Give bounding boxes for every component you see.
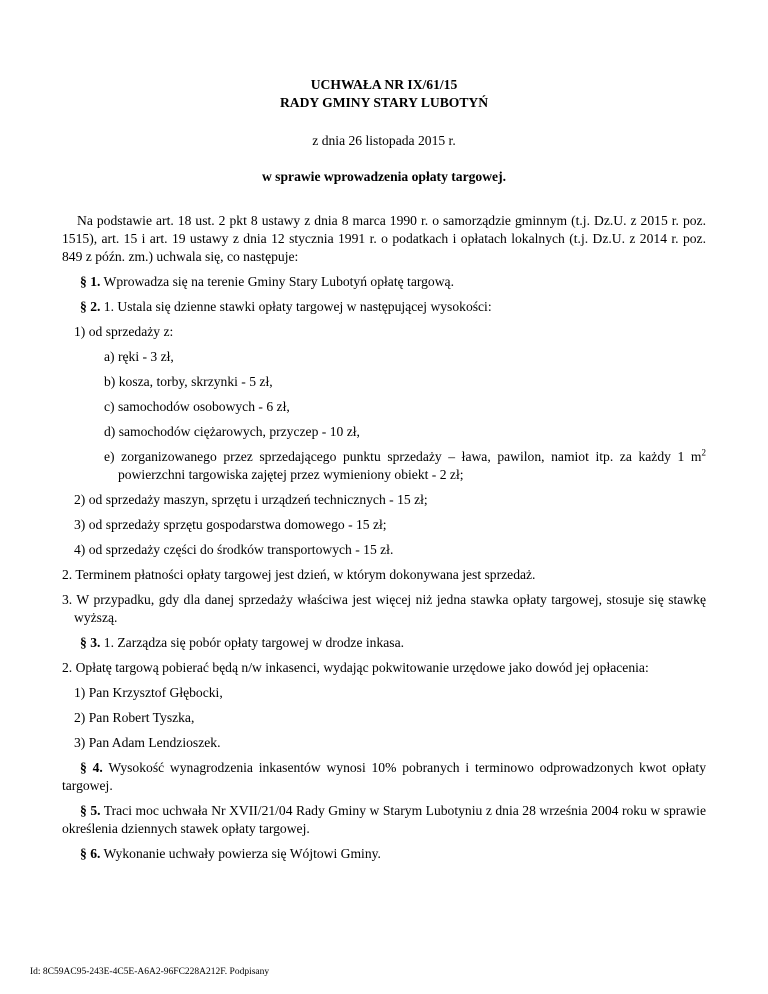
sub-item-d: d) samochodów ciężarowych, przyczep - 10 zł, bbox=[104, 424, 360, 439]
square-superscript: 2 bbox=[701, 447, 706, 458]
list-item: 3) od sprzedaży sprzętu gospodarstwa domowego - 15 zł; bbox=[74, 517, 387, 532]
section-1-mark: § 1. bbox=[80, 274, 101, 289]
section-4-text: Wysokość wynagrodzenia inkasentów wynosi 10% pobranych i terminowo odprowadzonych kwot opłaty targowej. bbox=[62, 760, 706, 793]
collector-item: 1) Pan Krzysztof Głębocki, bbox=[74, 685, 223, 700]
sub-item-e-text: e) zorganizowanego przez sprzedającego punktu sprzedaży – ława, pawilon, namiot itp. za każdy 1 m bbox=[104, 449, 702, 464]
collector-item: 2) Pan Robert Tyszka, bbox=[74, 710, 195, 725]
section-1-text: Wprowadza się na terenie Gminy Stary Lubotyń opłatę targową. bbox=[100, 274, 454, 289]
section-5 bbox=[62, 802, 706, 838]
section-1 bbox=[62, 273, 706, 291]
section-6-text: Wykonanie uchwały powierza się Wójtowi Gminy. bbox=[100, 846, 381, 861]
section-3-mark: § 3. bbox=[80, 635, 101, 650]
section-6 bbox=[62, 845, 706, 863]
section-6-mark: § 6. bbox=[80, 846, 101, 861]
list-item: 2) od sprzedaży maszyn, sprzętu i urządzeń technicznych - 15 zł; bbox=[74, 492, 428, 507]
section-3-point-2: 2. Opłatę targową pobierać będą n/w inkasenci, wydając pokwitowanie urzędowe jako dowód jej opłacenia: bbox=[62, 660, 649, 675]
sub-item-e bbox=[104, 448, 706, 484]
section-2-point-2: 2. Terminem płatności opłaty targowej jest dzień, w którym dokonywana jest sprzedaż. bbox=[62, 567, 536, 582]
document-id-footer: Id: 8C59AC95-243E-4C5E-A6A2-96FC228A212F. Podpisany bbox=[30, 967, 270, 977]
resolution-subject: w sprawie wprowadzenia opłaty targowej. bbox=[261, 169, 507, 184]
list-item: 1) od sprzedaży z: bbox=[74, 324, 174, 339]
title-line-1: UCHWAŁA NR IX/61/15 bbox=[310, 77, 458, 92]
resolution-title bbox=[0, 76, 768, 112]
section-2-text: 1. Ustala się dzienne stawki opłaty targowej w następującej wysokości: bbox=[100, 299, 492, 314]
section-3 bbox=[62, 634, 706, 652]
section-2-mark: § 2. bbox=[80, 299, 101, 314]
section-5-text: Traci moc uchwała Nr XVII/21/04 Rady Gminy w Starym Lubotyniu z dnia 28 września 2004 roku w sprawie określenia dziennych stawek opłaty targowej. bbox=[62, 803, 706, 836]
list-item: 4) od sprzedaży części do środków transportowych - 15 zł. bbox=[74, 542, 394, 557]
resolution-body bbox=[62, 212, 706, 870]
legal-basis: Na podstawie art. 18 ust. 2 pkt 8 ustawy z dnia 8 marca 1990 r. o samorządzie gminnym (t.j. Dz.U. z 2015 r. poz. 1515), art. 15 i art. 19 ustawy z dnia 12 stycznia 1991 r. o podatkach i opłatach lokalnych (t.j. Dz.U. z 2014 r. poz. 849 z późn. zm.) uchwala się, co następuje: bbox=[62, 213, 706, 264]
section-2 bbox=[62, 298, 706, 316]
section-2-point-3: 3. W przypadku, gdy dla danej sprzedaży właściwa jest więcej niż jedna stawka opłaty targowej, stosuje się stawkę wyższą. bbox=[62, 592, 706, 625]
sub-item-e-rest: powierzchni targowiska zajętej przez wymieniony obiekt - 2 zł; bbox=[118, 467, 464, 482]
sub-item-b: b) kosza, torby, skrzynki - 5 zł, bbox=[104, 374, 273, 389]
sub-item-a: a) ręki - 3 zł, bbox=[104, 349, 174, 364]
resolution-date: z dnia 26 listopada 2015 r. bbox=[312, 133, 456, 148]
sub-item-c: c) samochodów osobowych - 6 zł, bbox=[104, 399, 290, 414]
section-3-text: 1. Zarządza się pobór opłaty targowej w drodze inkasa. bbox=[100, 635, 404, 650]
section-5-mark: § 5. bbox=[80, 803, 101, 818]
collector-item: 3) Pan Adam Lendzioszek. bbox=[74, 735, 221, 750]
title-line-2: RADY GMINY STARY LUBOTYŃ bbox=[279, 95, 489, 110]
section-4 bbox=[62, 759, 706, 795]
section-4-mark: § 4. bbox=[80, 760, 103, 775]
